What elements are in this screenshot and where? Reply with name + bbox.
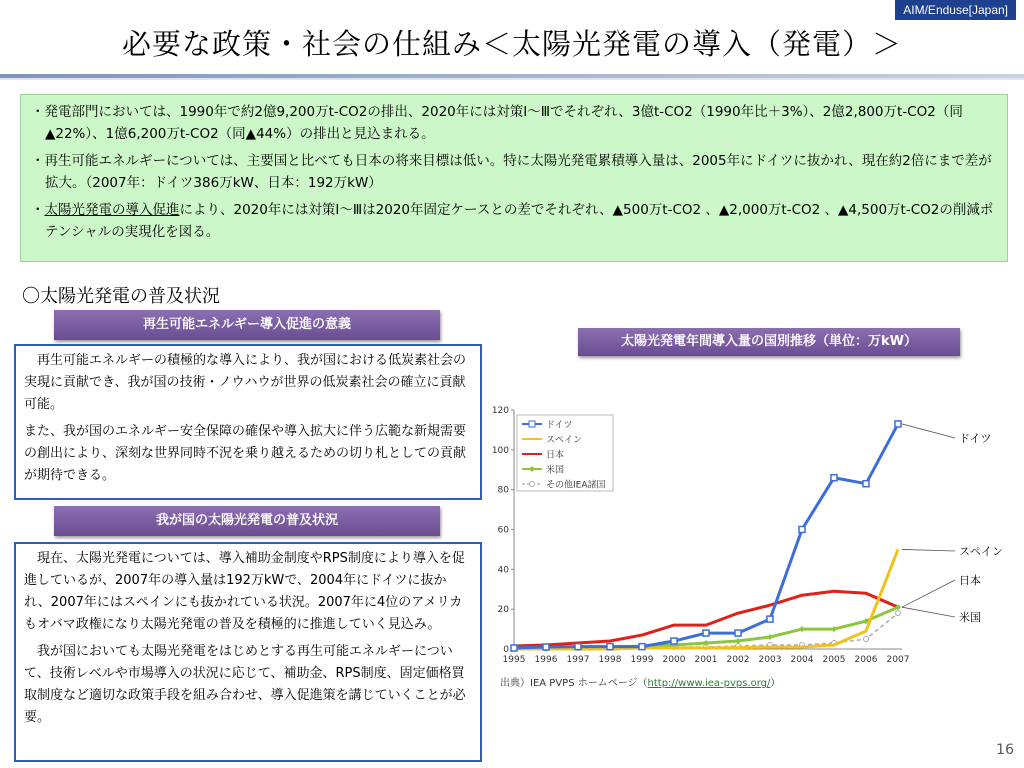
data-point [895, 421, 901, 427]
box2-content [14, 542, 482, 762]
data-point [799, 527, 805, 533]
data-point [896, 611, 901, 616]
summary-bullet-1: ・発電部門においては、1990年で約2億9,200万t-CO2の排出、2020年には対策Ⅰ～Ⅲでそれぞれ、3億t-CO2（1990年比＋3%）、2億2,800万t-CO2（同▲22%）、1億6,200万t-CO2（同▲44%）の排出と見込まれる。 [31, 104, 963, 142]
x-tick-label: 1998 [598, 655, 622, 665]
summary-box [20, 94, 1008, 262]
x-tick-label: 1996 [534, 655, 558, 665]
callout-leader [902, 580, 955, 607]
data-point [767, 616, 773, 622]
source-close: ） [770, 678, 781, 689]
data-point [863, 481, 869, 487]
chart-title: 太陽光発電年間導入量の国別推移（単位：万kW） [578, 328, 960, 356]
x-tick-label: 2006 [854, 655, 878, 665]
callout-leader [902, 549, 955, 551]
data-point [639, 644, 645, 650]
bullet-3-rest: により、2020年には対策Ⅰ～Ⅲは2020年固定ケースとの差でそれぞれ、▲500万t-CO2 、▲2,000万t-CO2 、▲4,500万t-CO2の削減ポテンシャルの実現化を図る。 [45, 202, 994, 240]
data-point [543, 644, 549, 650]
data-point [864, 637, 869, 642]
legend-label: その他IEA諸国 [546, 480, 606, 491]
bullet-3-prefix: ・ [31, 202, 45, 218]
x-tick-label: 2007 [886, 655, 910, 665]
box2-paragraph-2: 我が国においても太陽光発電をはじめとする再生可能エネルギーについて、技術レベルや市場導入の状況に応じて、補助金、RPS制度、固定価格買取制度など適切な政策手段を組み合わせ、導入促進策を講じていくことが必要。 [24, 644, 466, 725]
x-tick-label: 2004 [790, 655, 814, 665]
y-tick-label: 60 [497, 525, 509, 536]
data-point [831, 626, 837, 632]
series-line [514, 591, 898, 646]
data-point [607, 644, 613, 650]
y-tick-label: 120 [491, 406, 509, 416]
x-tick-label: 2000 [662, 655, 686, 665]
y-tick-label: 0 [503, 645, 509, 655]
x-tick-label: 2003 [758, 655, 782, 665]
x-tick-label: 1999 [630, 655, 654, 665]
section-heading: 〇太陽光発電の普及状況 [22, 286, 220, 307]
y-tick-label: 40 [497, 565, 509, 576]
legend-label: 米国 [546, 465, 565, 476]
data-point [575, 644, 581, 650]
box1-header: 再生可能エネルギー導入促進の意義 [54, 310, 440, 340]
bullet-3-emphasis: 太陽光発電の導入促進 [44, 202, 180, 218]
callout-label: 日本 [959, 574, 981, 587]
source-link[interactable]: http://www.iea-pvps.org/ [647, 678, 771, 689]
x-tick-label: 1997 [566, 655, 590, 665]
legend-label: ドイツ [546, 420, 573, 431]
data-point [703, 630, 709, 636]
y-tick-label: 20 [497, 605, 509, 616]
box1-paragraph-1: 再生可能エネルギーの積極的な導入により、我が国における低炭素社会の実現に貢献でき、我が国の技術・ノウハウが世界の低炭素社会の確立に貢献可能。 [24, 353, 467, 412]
y-tick-label: 80 [497, 485, 509, 496]
data-point [735, 638, 741, 644]
data-point [799, 626, 805, 632]
data-point [671, 638, 677, 644]
callout-leader [902, 424, 955, 438]
data-point [831, 475, 837, 481]
source-note [500, 674, 780, 689]
source-label: 出典）IEA PVPS ホームページ（ [500, 678, 648, 689]
box2-paragraph-1: 現在、太陽光発電については、導入補助金制度やRPS制度により導入を促進しているが、2007年の導入量は192万kWで、2004年にドイツに抜かれ、2007年にはスペインにも抜かれている状況。2007年に4位のアメリカもオバマ政権になり太陽光発電の普及を積極的に推進していく見込み。 [24, 551, 465, 632]
x-tick-label: 2002 [726, 655, 750, 665]
box1-paragraph-2: また、我が国のエネルギー安全保障の確保や導入拡大に伴う広範な新規需要の創出により、深刻な世界同時不況を乗り越えるための切り札としての貢献が期待できる。 [24, 424, 467, 483]
callout-label: スペイン [959, 545, 1003, 558]
x-tick-label: 2005 [822, 655, 846, 665]
page-number: 16 [996, 742, 1014, 758]
title-divider-shadow [0, 78, 1024, 80]
box2-header: 我が国の太陽光発電の普及状況 [54, 506, 440, 536]
y-tick-label: 100 [491, 445, 509, 456]
box1-content [14, 344, 482, 500]
legend-label: 日本 [546, 450, 565, 461]
source-tag: AIM/Enduse[Japan] [895, 0, 1016, 20]
data-point [767, 634, 773, 640]
page-title: 必要な政策・社会の仕組み＜太陽光発電の導入（発電）＞ [121, 27, 902, 61]
legend-marker [530, 482, 535, 487]
x-tick-label: 2001 [694, 655, 718, 665]
line-chart [484, 392, 1024, 682]
data-point [735, 630, 741, 636]
legend-label: スペイン [546, 435, 583, 446]
legend-marker [529, 421, 535, 427]
callout-label: ドイツ [959, 432, 992, 445]
callout-leader [902, 607, 955, 617]
data-point [511, 645, 517, 651]
summary-bullet-2: ・再生可能エネルギーについては、主要国と比べても日本の将来目標は低い。特に太陽光発電累積導入量は、2005年にドイツに抜かれ、現在約2倍にまで差が拡大。（2007年：ドイツ386万kW、日本：192万kW） [31, 153, 992, 191]
callout-label: 米国 [959, 611, 981, 624]
summary-bullet-3 [31, 199, 995, 243]
x-tick-label: 1995 [502, 655, 526, 665]
